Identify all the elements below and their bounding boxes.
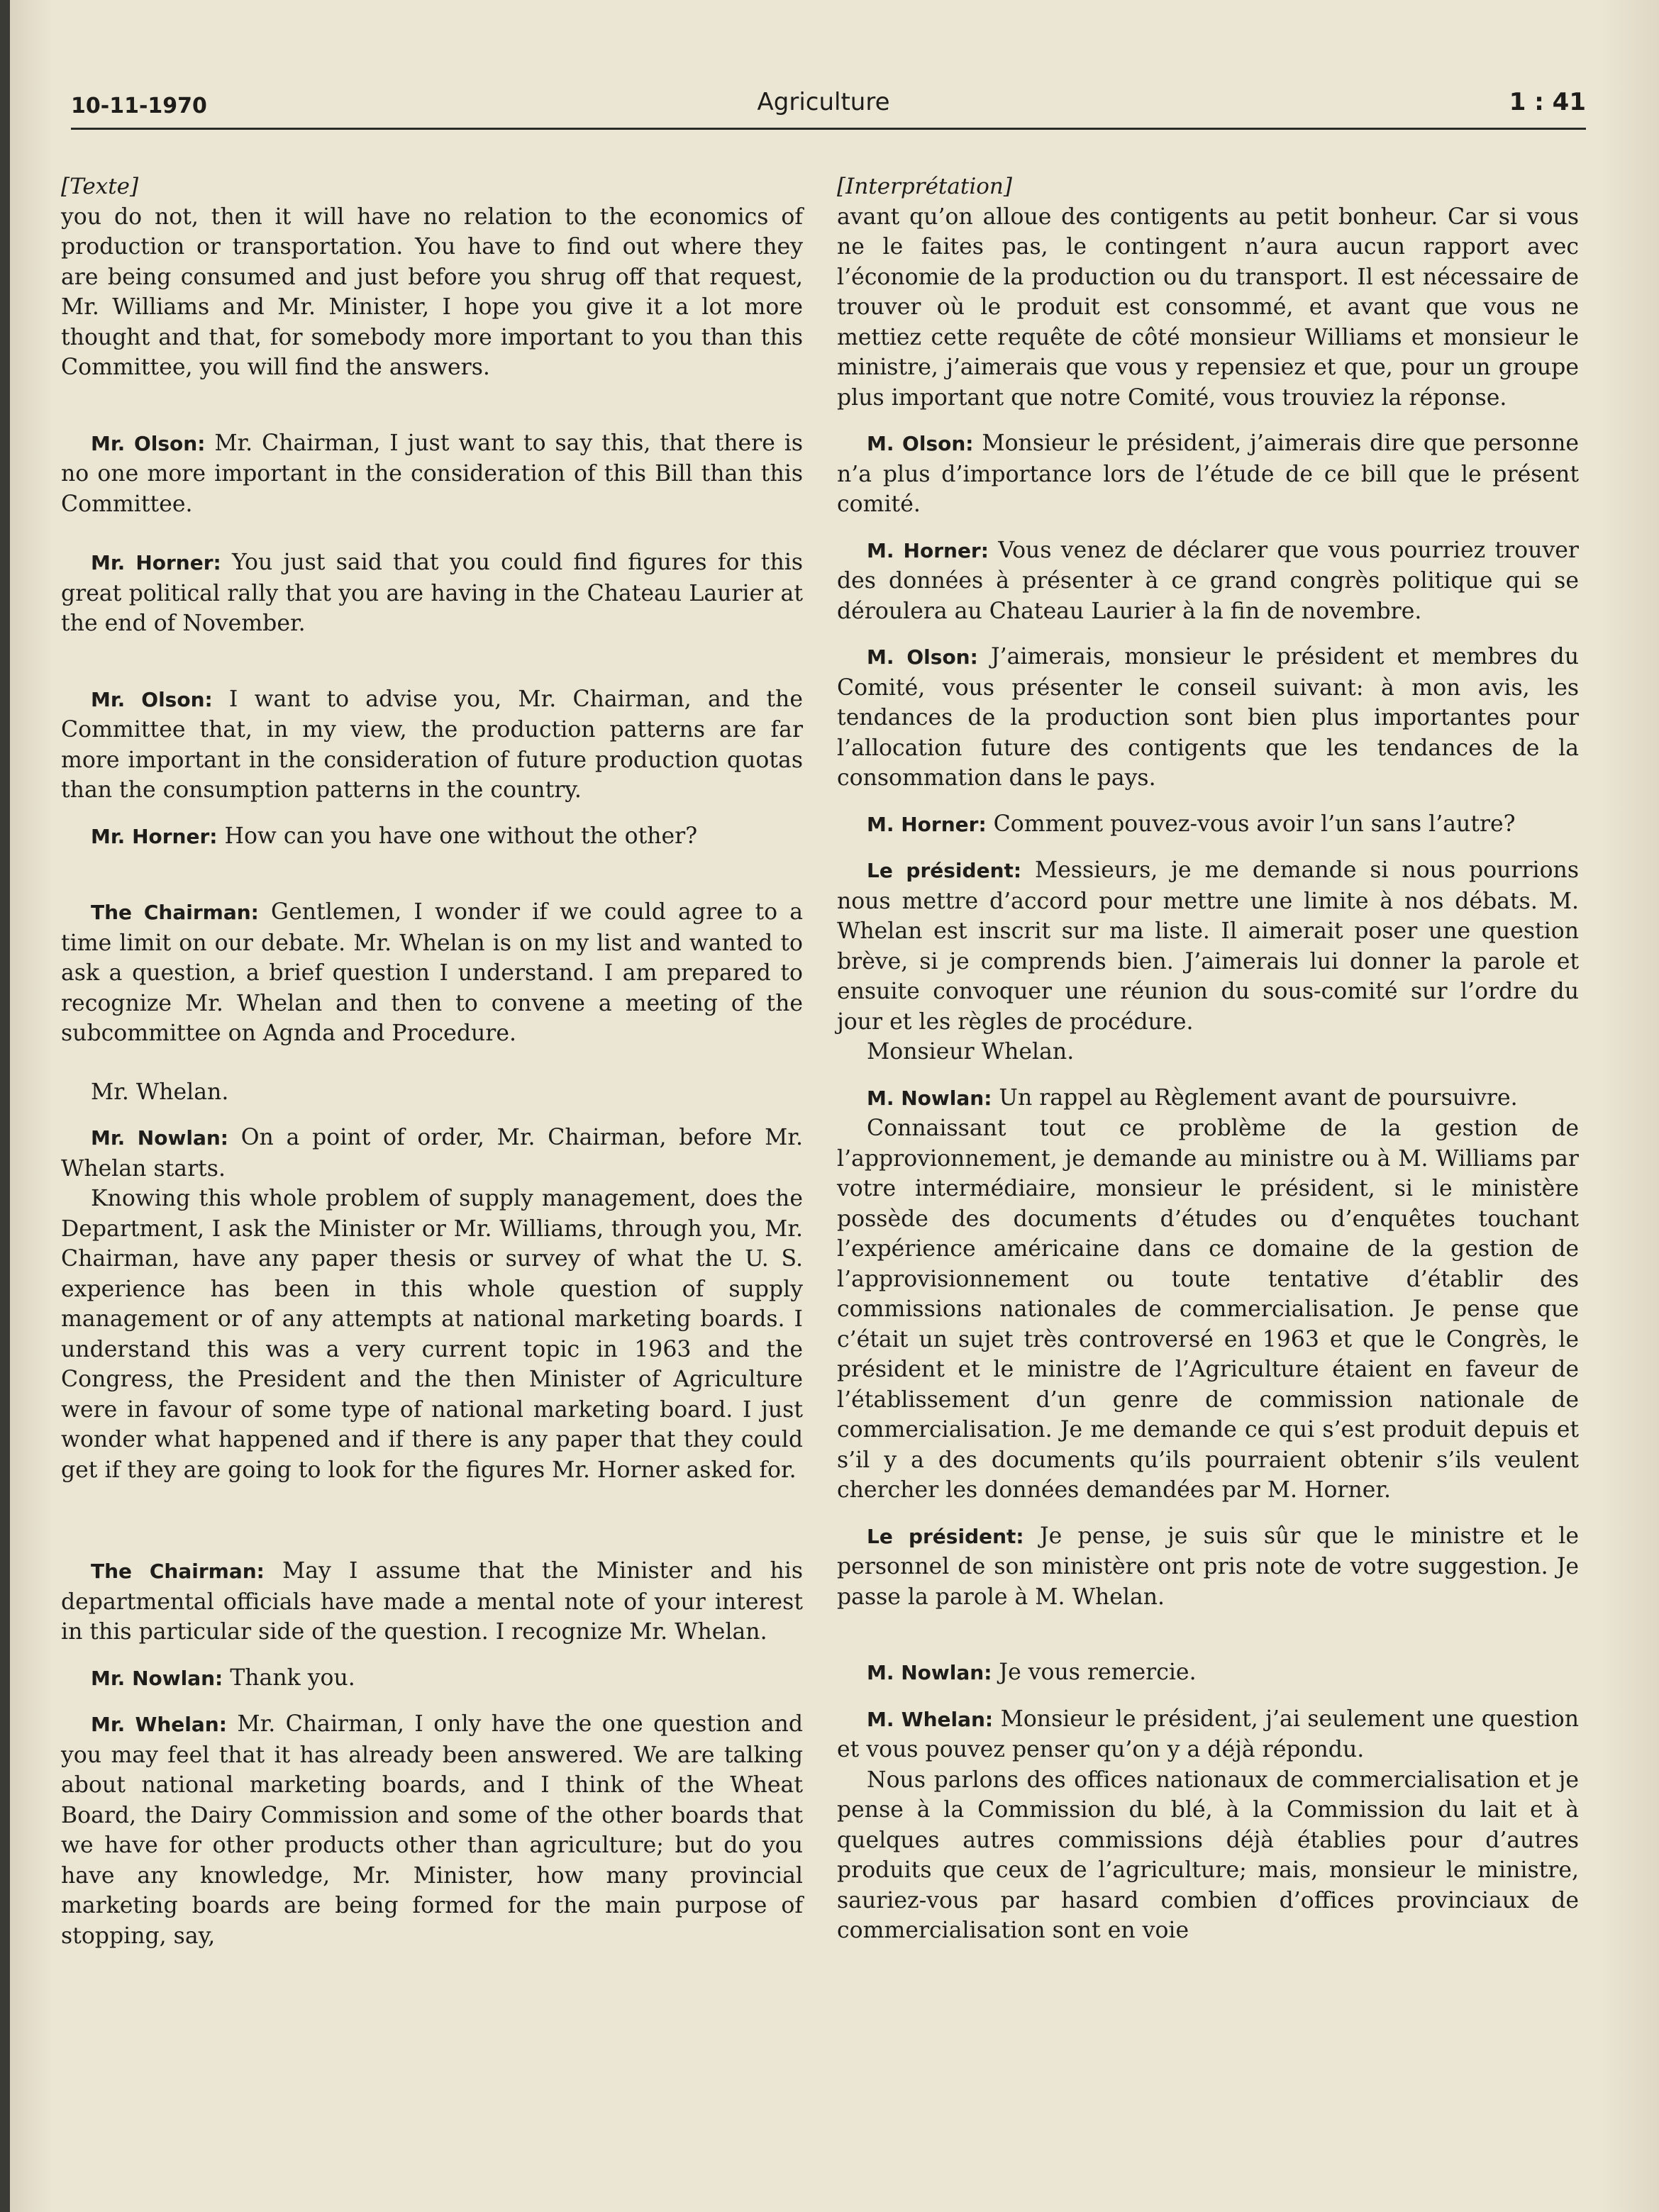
speech-text: Je vous remercie. [992, 1660, 1197, 1685]
paragraph [837, 1704, 1579, 1765]
speech-text: Monsieur le président, j’aimerais dire que personne n’a plus d’importance lors de l’étude de ce bill que le présent comité. [837, 430, 1580, 517]
speech-text: Je pense, je suis sûr que le ministre et le personnel de son ministère ont pris note de votre suggestion. Je passe la parole à M. Whelan. [837, 1523, 1580, 1610]
paragraph: Connaissant tout ce problème de la gestion de l’approvionnement, je demande au ministre ou à M. Williams par votre intermédiaire, monsieur le président, si le ministère possède des documents d’études ou d’enquêtes touchant l’expérience américaine dans ce domaine de la gestion de l’approvisionnement ou toute tentative d’établir des commissions nationales de commercialisation. Je pense que c’était un sujet très controversé en 1963 et que le Congrès, le président et le ministre de l’Agriculture étaient en faveur de l’établissement d’un genre de commission nationale de commercialisation. Je me demande ce qui s’est produit depuis et s’il y a des documents qu’ils pourraient obtenir s’ils veulent chercher les données demandées par M. Horner. [837, 1116, 1579, 1503]
paragraph: you do not, then it will have no relation to the economics of production or transportation. You have to find out where they are being consumed and just before you shrug off that request, Mr. Williams and Mr. Minister, I hope you give it a lot more thought and that, for somebody more important to you than this Committee, you will find the answers. [61, 204, 803, 380]
speaker-name: Le président: [867, 1524, 1024, 1548]
paragraph [61, 1556, 803, 1647]
speaker-name: M. Horner: [867, 538, 989, 562]
speaker-name: The Chairman: [91, 901, 259, 924]
speech-text: Vous venez de déclarer que vous pourriez trouver des données à présenter à ce grand congrès politique qui se déroulera au Chateau Laurier à la fin de novembre. [837, 537, 1579, 624]
paragraph: Monsieur Whelan. [867, 1039, 1075, 1065]
speech-text: May I assume that the Minister and his departmental officials have made a mental note of your interest in this particular side of the question. I recognize Mr. Whelan. [61, 1558, 803, 1645]
french-column [837, 172, 1579, 1946]
speech-text: Monsieur le président, j’ai seulement une question et vous pouvez penser qu’on y a déjà répondu. [837, 1706, 1579, 1762]
speaker-name: M. Olson: [867, 645, 978, 669]
paragraph [61, 1663, 803, 1694]
speech-text: Thank you. [223, 1664, 355, 1691]
language-label: [Texte] [61, 174, 139, 199]
speech-text: Mr. Chairman, I only have the one question and you may feel that it has already been answered. We are talking about national marketing boards, and I think of the Wheat Board, the Dairy Commission and some of the other boards that we have for other products other than agriculture; but do you have any knowledge, Mr. Minister, how many provincial marketing boards are being formed for the main purpose of stopping, say, [61, 1711, 803, 1949]
paragraph: Nous parlons des offices nationaux de commercialisation et je pense à la Commission du blé, à la Commission du lait et à quelques autres commissions déjà établies pour d’autres produits que ceux de l’agriculture; mais, monsieur le ministre, sauriez-vous par hasard combien d’offices provinciaux de commercialisation sont en voie [837, 1767, 1579, 1943]
speaker-name: M. Nowlan: [867, 1086, 992, 1110]
speaker-name: Mr. Whelan: [91, 1713, 227, 1736]
speaker-name: M. Olson: [867, 432, 974, 455]
header-rule [71, 128, 1586, 130]
speaker-name: Le président: [867, 859, 1022, 882]
page-header [61, 79, 1586, 122]
paragraph: avant qu’on alloue des contigents au petit bonheur. Car si vous ne le faites pas, le contingent n’aura aucun rapport avec l’économie de la production ou du transport. Il est nécessaire de trouver où le produit est consommé, et avant que vous ne mettiez cette requête de côté monsieur Williams et monsieur le ministre, j’aimerais que vous y repensiez et que, pour un groupe plus important que notre Comité, vous trouviez la réponse. [837, 204, 1579, 411]
language-label: [Interprétation] [837, 174, 1012, 199]
speaker-name: Mr. Olson: [91, 431, 206, 455]
speech-text: How can you have one without the other? [217, 823, 698, 849]
paragraph [61, 1123, 803, 1184]
paragraph [837, 1083, 1579, 1114]
speech-text: Comment pouvez-vous avoir l’un sans l’autre? [986, 811, 1516, 837]
speech-text: I want to advise you, Mr. Chairman, and the Committee that, in my view, the production patterns are far more important in the consideration of future production quotas than the consumption patterns in the country. [61, 686, 803, 803]
speaker-name: Mr. Olson: [91, 687, 213, 711]
header-title: Agriculture [757, 88, 890, 116]
paragraph [61, 548, 803, 639]
header-page-number: 1 : 41 [1509, 88, 1586, 116]
speech-text: J’aimerais, monsieur le président et membres du Comité, vous présenter le conseil suivant: à mon avis, les tendances de la production sont bien plus importantes pour l’allocation future des contigents que les tendances de la consommation dans le pays. [837, 644, 1579, 791]
speaker-name: Mr. Nowlan: [91, 1126, 228, 1150]
speaker-name: The Chairman: [91, 1560, 265, 1583]
header-date: 10-11-1970 [71, 94, 207, 118]
speech-text: Gentlemen, I wonder if we could agree to a time limit on our debate. Mr. Whelan is on my list and wanted to ask a question, a brief question I understand. I am prepared to recognize Mr. Whelan and then to convene a meeting of the subcommittee on Agnda and Procedure. [61, 899, 803, 1046]
speaker-name: M. Nowlan: [867, 1661, 992, 1684]
speaker-name: Mr. Nowlan: [91, 1666, 223, 1690]
paragraph [837, 535, 1579, 627]
paragraph: Mr. Whelan. [91, 1079, 229, 1105]
paragraph [837, 855, 1579, 1037]
paragraph [61, 897, 803, 1049]
paragraph [837, 642, 1579, 794]
paragraph [61, 821, 803, 852]
speaker-name: Mr. Horner: [91, 824, 218, 848]
paragraph [61, 428, 803, 520]
paragraph [61, 684, 803, 806]
paragraph [837, 809, 1579, 840]
paragraph [61, 1709, 803, 1951]
page [10, 0, 1659, 2212]
speech-text: You just said that you could find figures for this great political rally that you are having in the Chateau Laurier at the end of November. [61, 550, 803, 636]
paragraph [837, 428, 1579, 520]
speech-text: Messieurs, je me demande si nous pourrions nous mettre d’accord pour mettre une limite à nos débats. M. Whelan est inscrit sur ma liste. Il aimerait poser une question brève, si je comprends bien. J’aimerais lui donner la parole et ensuite convoquer une réunion du sous-comité sur l’ordre du jour et les règles de procédure. [837, 857, 1580, 1035]
speech-text: Mr. Chairman, I just want to say this, that there is no one more important in the consideration of this Bill than this Committee. [61, 430, 804, 517]
paragraph [837, 1657, 1579, 1689]
speaker-name: M. Horner: [867, 812, 987, 836]
english-column [61, 172, 803, 1951]
paragraph [837, 1521, 1579, 1613]
speech-text: On a point of order, Mr. Chairman, before Mr. Whelan starts. [61, 1125, 803, 1182]
speaker-name: Mr. Horner: [91, 551, 221, 574]
speaker-name: M. Whelan: [867, 1707, 994, 1731]
speech-text: Un rappel au Règlement avant de poursuivre. [992, 1084, 1518, 1111]
paragraph: Knowing this whole problem of supply management, does the Department, I ask the Minister or Mr. Williams, through you, Mr. Chairman, have any paper thesis or survey of what the U. S. experience has been in this whole question of supply management or of any attempts at national marketing boards. I understand this was a very current topic in 1963 and the Congress, the President and the then Minister of Agriculture were in favour of some type of national marketing board. I just wonder what happened and if there is any paper that they could get if they are going to look for the figures Mr. Horner asked for. [61, 1186, 803, 1483]
